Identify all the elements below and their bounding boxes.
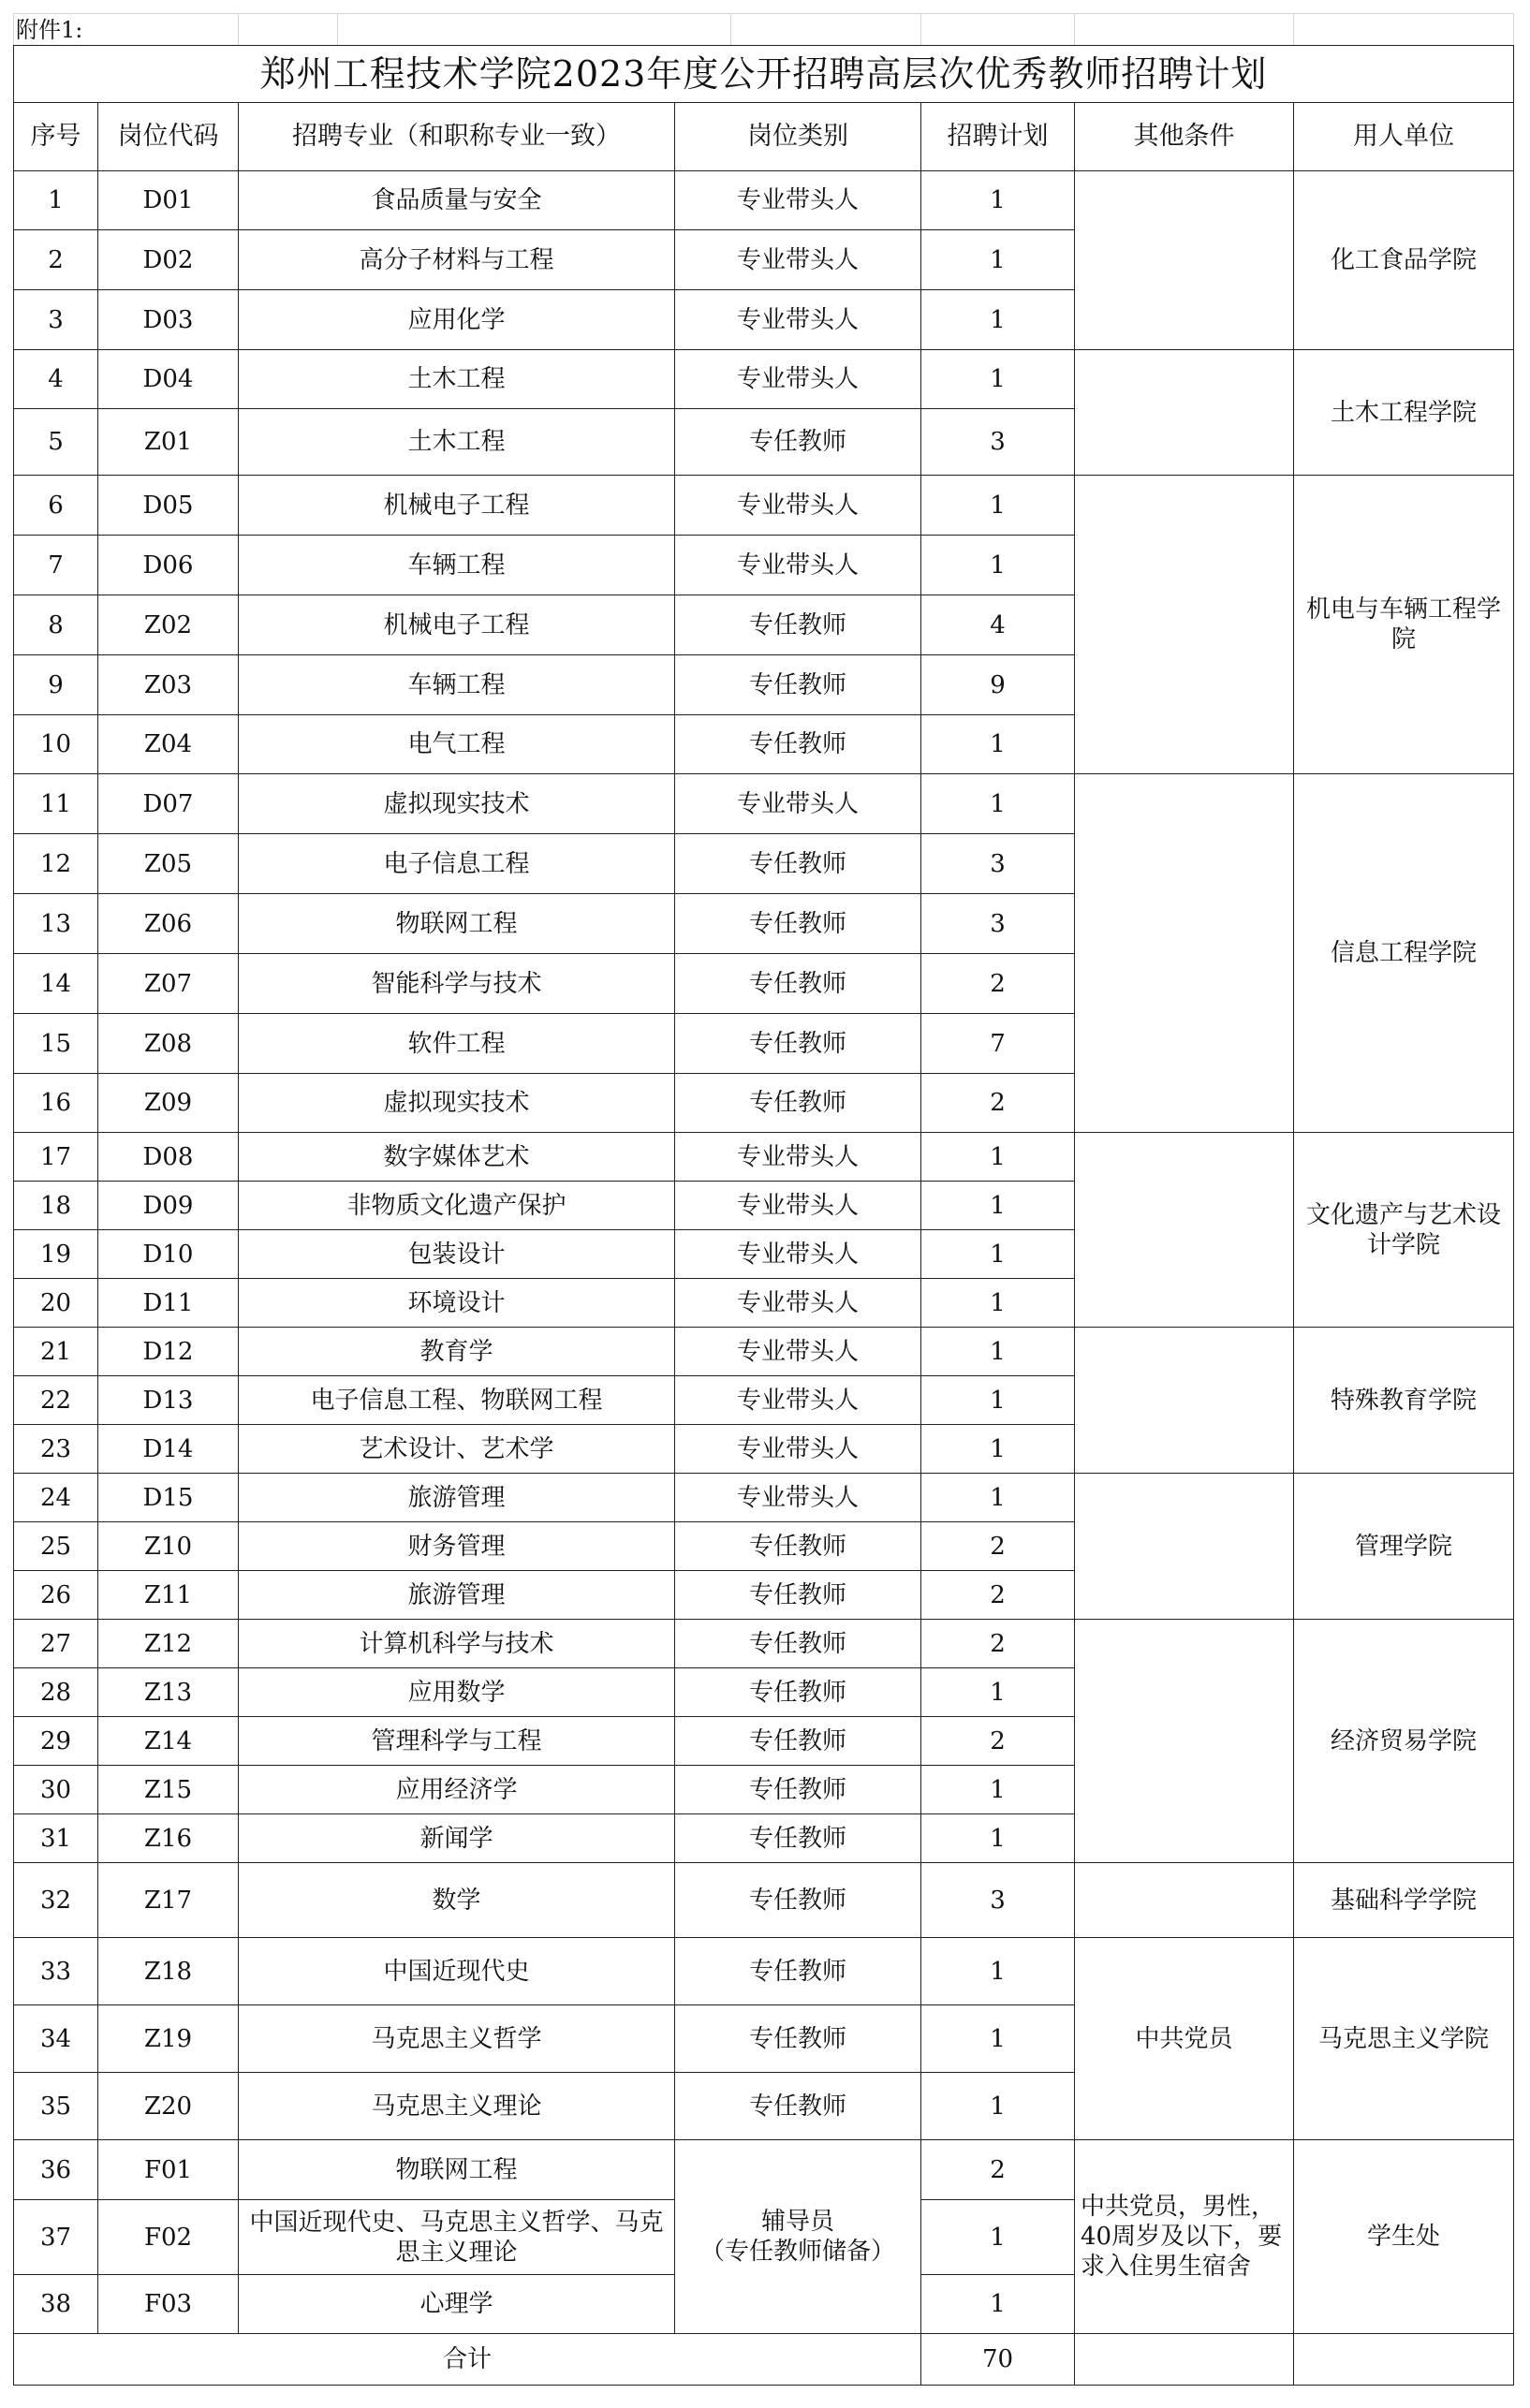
count-cell: 1 <box>921 1668 1075 1717</box>
count-cell: 2 <box>921 1522 1075 1571</box>
unit-cell: 土木工程学院 <box>1294 350 1514 476</box>
attachment-label: 附件1: <box>14 14 239 46</box>
code-cell: Z01 <box>98 409 239 476</box>
type-cell: 专任教师 <box>675 1014 921 1074</box>
count-cell: 1 <box>921 1230 1075 1279</box>
count-cell: 4 <box>921 595 1075 655</box>
type-cell: 专业带头人 <box>675 1474 921 1522</box>
code-cell: Z04 <box>98 715 239 774</box>
seq-cell: 19 <box>14 1230 98 1279</box>
total-row <box>14 2334 1514 2386</box>
type-cell: 专业带头人 <box>675 1328 921 1376</box>
type-cell: 专任教师 <box>675 1814 921 1863</box>
major-cell: 电子信息工程 <box>239 834 675 894</box>
major-cell: 旅游管理 <box>239 1571 675 1620</box>
recruitment-table <box>13 45 1514 2386</box>
type-cell: 专业带头人 <box>675 171 921 230</box>
code-cell: Z06 <box>98 894 239 954</box>
type-line-2: （专任教师储备） <box>699 2238 895 2266</box>
count-cell: 2 <box>921 1717 1075 1766</box>
type-cell: 专任教师 <box>675 1668 921 1717</box>
seq-cell: 11 <box>14 774 98 834</box>
empty-cell <box>731 14 921 46</box>
code-cell: D12 <box>98 1328 239 1376</box>
count-cell: 1 <box>921 290 1075 350</box>
conditions-cell-empty <box>1075 1620 1294 1863</box>
major-cell: 计算机科学与技术 <box>239 1620 675 1668</box>
count-cell: 1 <box>921 1376 1075 1425</box>
code-cell: D10 <box>98 1230 239 1279</box>
empty-cell <box>1294 14 1514 46</box>
seq-cell: 13 <box>14 894 98 954</box>
conditions-cell-empty <box>1075 774 1294 1133</box>
code-cell: Z19 <box>98 2005 239 2073</box>
type-cell: 专业带头人 <box>675 476 921 536</box>
major-cell: 旅游管理 <box>239 1474 675 1522</box>
code-cell: Z13 <box>98 1668 239 1717</box>
count-cell: 1 <box>921 1938 1075 2005</box>
seq-cell: 17 <box>14 1133 98 1182</box>
seq-cell: 15 <box>14 1014 98 1074</box>
type-cell-merged <box>675 2140 921 2334</box>
count-cell: 9 <box>921 655 1075 715</box>
code-cell: F01 <box>98 2140 239 2200</box>
code-cell: Z16 <box>98 1814 239 1863</box>
seq-cell: 3 <box>14 290 98 350</box>
code-cell: Z08 <box>98 1014 239 1074</box>
code-cell: D02 <box>98 230 239 290</box>
count-cell: 1 <box>921 1814 1075 1863</box>
conditions-cell: 中共党员，男性，40周岁及以下，要求入住男生宿舍 <box>1075 2140 1294 2334</box>
seq-cell: 20 <box>14 1279 98 1328</box>
header-code: 岗位代码 <box>98 103 239 171</box>
major-cell: 新闻学 <box>239 1814 675 1863</box>
code-cell: Z07 <box>98 954 239 1014</box>
conditions-cell-empty <box>1075 1328 1294 1474</box>
total-value: 70 <box>921 2334 1075 2386</box>
attachment-row <box>13 13 1514 46</box>
empty-cell <box>921 14 1075 46</box>
seq-cell: 24 <box>14 1474 98 1522</box>
type-cell: 专任教师 <box>675 1571 921 1620</box>
header-conditions: 其他条件 <box>1075 103 1294 171</box>
type-cell: 专任教师 <box>675 595 921 655</box>
code-cell: D09 <box>98 1182 239 1230</box>
type-cell: 专业带头人 <box>675 774 921 834</box>
major-cell: 包装设计 <box>239 1230 675 1279</box>
seq-cell: 7 <box>14 536 98 595</box>
seq-cell: 16 <box>14 1074 98 1133</box>
seq-cell: 31 <box>14 1814 98 1863</box>
major-cell: 财务管理 <box>239 1522 675 1571</box>
major-cell: 虚拟现实技术 <box>239 774 675 834</box>
table-row <box>14 476 1514 536</box>
count-cell: 2 <box>921 954 1075 1014</box>
major-cell: 数学 <box>239 1863 675 1938</box>
table-row <box>14 2140 1514 2200</box>
major-cell: 车辆工程 <box>239 536 675 595</box>
code-cell: Z10 <box>98 1522 239 1571</box>
code-cell: F02 <box>98 2200 239 2275</box>
code-cell: Z09 <box>98 1074 239 1133</box>
major-cell: 心理学 <box>239 2275 675 2334</box>
seq-cell: 2 <box>14 230 98 290</box>
count-cell: 1 <box>921 1425 1075 1474</box>
unit-cell: 管理学院 <box>1294 1474 1514 1620</box>
unit-cell: 机电与车辆工程学院 <box>1294 476 1514 774</box>
count-cell: 3 <box>921 834 1075 894</box>
type-cell: 专任教师 <box>675 834 921 894</box>
count-cell: 2 <box>921 2140 1075 2200</box>
code-cell: Z17 <box>98 1863 239 1938</box>
seq-cell: 26 <box>14 1571 98 1620</box>
conditions-cell-empty <box>1075 171 1294 350</box>
type-cell: 专业带头人 <box>675 230 921 290</box>
conditions-cell: 中共党员 <box>1075 1938 1294 2140</box>
count-cell: 3 <box>921 409 1075 476</box>
seq-cell: 30 <box>14 1766 98 1814</box>
empty-cell <box>1294 2334 1514 2386</box>
type-cell: 专任教师 <box>675 409 921 476</box>
major-cell: 虚拟现实技术 <box>239 1074 675 1133</box>
table-row <box>14 1474 1514 1522</box>
count-cell: 1 <box>921 536 1075 595</box>
count-cell: 1 <box>921 1766 1075 1814</box>
seq-cell: 33 <box>14 1938 98 2005</box>
seq-cell: 4 <box>14 350 98 409</box>
type-cell: 专任教师 <box>675 1074 921 1133</box>
major-cell: 物联网工程 <box>239 894 675 954</box>
type-cell: 专任教师 <box>675 894 921 954</box>
header-count: 招聘计划 <box>921 103 1075 171</box>
type-cell: 专任教师 <box>675 1522 921 1571</box>
seq-cell: 37 <box>14 2200 98 2275</box>
count-cell: 1 <box>921 715 1075 774</box>
seq-cell: 5 <box>14 409 98 476</box>
count-cell: 1 <box>921 2200 1075 2275</box>
conditions-cell-empty <box>1075 1474 1294 1620</box>
count-cell: 1 <box>921 2073 1075 2140</box>
empty-cell <box>1075 14 1294 46</box>
conditions-cell-empty <box>1075 350 1294 476</box>
table-row <box>14 1938 1514 2005</box>
conditions-cell-empty <box>1075 1133 1294 1328</box>
header-seq: 序号 <box>14 103 98 171</box>
count-cell: 2 <box>921 1074 1075 1133</box>
seq-cell: 1 <box>14 171 98 230</box>
major-cell: 数字媒体艺术 <box>239 1133 675 1182</box>
code-cell: Z03 <box>98 655 239 715</box>
seq-cell: 6 <box>14 476 98 536</box>
count-cell: 1 <box>921 1182 1075 1230</box>
type-cell: 专任教师 <box>675 655 921 715</box>
unit-cell: 信息工程学院 <box>1294 774 1514 1133</box>
header-unit: 用人单位 <box>1294 103 1514 171</box>
code-cell: Z05 <box>98 834 239 894</box>
seq-cell: 9 <box>14 655 98 715</box>
major-cell: 车辆工程 <box>239 655 675 715</box>
major-cell: 教育学 <box>239 1328 675 1376</box>
type-cell: 专业带头人 <box>675 536 921 595</box>
major-cell: 机械电子工程 <box>239 595 675 655</box>
type-cell: 专任教师 <box>675 1620 921 1668</box>
page-title: 郑州工程技术学院2023年度公开招聘高层次优秀教师招聘计划 <box>14 46 1514 103</box>
count-cell: 1 <box>921 171 1075 230</box>
count-cell: 1 <box>921 476 1075 536</box>
empty-cell <box>338 14 731 46</box>
major-cell: 环境设计 <box>239 1279 675 1328</box>
unit-cell: 马克思主义学院 <box>1294 1938 1514 2140</box>
major-cell: 食品质量与安全 <box>239 171 675 230</box>
header-type: 岗位类别 <box>675 103 921 171</box>
count-cell: 1 <box>921 350 1075 409</box>
conditions-cell-empty <box>1075 1863 1294 1938</box>
count-cell: 1 <box>921 1279 1075 1328</box>
major-cell: 智能科学与技术 <box>239 954 675 1014</box>
count-cell: 1 <box>921 774 1075 834</box>
unit-cell: 文化遗产与艺术设计学院 <box>1294 1133 1514 1328</box>
major-cell: 艺术设计、艺术学 <box>239 1425 675 1474</box>
major-cell: 应用化学 <box>239 290 675 350</box>
seq-cell: 38 <box>14 2275 98 2334</box>
unit-cell: 化工食品学院 <box>1294 171 1514 350</box>
type-cell: 专业带头人 <box>675 1279 921 1328</box>
header-major: 招聘专业（和职称专业一致） <box>239 103 675 171</box>
type-line-1: 辅导员 <box>760 2208 834 2236</box>
major-cell: 中国近现代史、马克思主义哲学、马克思主义理论 <box>239 2200 675 2275</box>
major-cell: 土木工程 <box>239 350 675 409</box>
empty-cell <box>1075 2334 1294 2386</box>
major-cell: 马克思主义理论 <box>239 2073 675 2140</box>
empty-cell <box>239 14 338 46</box>
type-cell: 专任教师 <box>675 954 921 1014</box>
count-cell: 1 <box>921 1474 1075 1522</box>
code-cell: Z14 <box>98 1717 239 1766</box>
major-cell: 土木工程 <box>239 409 675 476</box>
type-cell: 专任教师 <box>675 1938 921 2005</box>
table-row <box>14 1133 1514 1182</box>
code-cell: D14 <box>98 1425 239 1474</box>
major-cell: 软件工程 <box>239 1014 675 1074</box>
table-row <box>14 350 1514 409</box>
seq-cell: 21 <box>14 1328 98 1376</box>
type-cell: 专任教师 <box>675 1863 921 1938</box>
code-cell: D04 <box>98 350 239 409</box>
seq-cell: 36 <box>14 2140 98 2200</box>
seq-cell: 32 <box>14 1863 98 1938</box>
conditions-cell-empty <box>1075 476 1294 774</box>
major-cell: 机械电子工程 <box>239 476 675 536</box>
code-cell: Z20 <box>98 2073 239 2140</box>
type-cell: 专业带头人 <box>675 1182 921 1230</box>
seq-cell: 27 <box>14 1620 98 1668</box>
seq-cell: 28 <box>14 1668 98 1717</box>
type-cell: 专任教师 <box>675 2073 921 2140</box>
type-cell: 专业带头人 <box>675 350 921 409</box>
count-cell: 1 <box>921 2005 1075 2073</box>
seq-cell: 25 <box>14 1522 98 1571</box>
seq-cell: 35 <box>14 2073 98 2140</box>
code-cell: Z15 <box>98 1766 239 1814</box>
table-body <box>14 46 1514 2386</box>
code-cell: D11 <box>98 1279 239 1328</box>
type-cell: 专业带头人 <box>675 1133 921 1182</box>
seq-cell: 22 <box>14 1376 98 1425</box>
major-cell: 应用数学 <box>239 1668 675 1717</box>
unit-cell: 基础科学学院 <box>1294 1863 1514 1938</box>
seq-cell: 10 <box>14 715 98 774</box>
count-cell: 1 <box>921 230 1075 290</box>
major-cell: 管理科学与工程 <box>239 1717 675 1766</box>
seq-cell: 12 <box>14 834 98 894</box>
unit-cell: 经济贸易学院 <box>1294 1620 1514 1863</box>
type-cell: 专业带头人 <box>675 1376 921 1425</box>
major-cell: 电子信息工程、物联网工程 <box>239 1376 675 1425</box>
major-cell: 物联网工程 <box>239 2140 675 2200</box>
table-row <box>14 171 1514 230</box>
count-cell: 2 <box>921 1571 1075 1620</box>
code-cell: D07 <box>98 774 239 834</box>
major-cell: 中国近现代史 <box>239 1938 675 2005</box>
code-cell: D01 <box>98 171 239 230</box>
seq-cell: 23 <box>14 1425 98 1474</box>
type-cell: 专任教师 <box>675 1766 921 1814</box>
table-row <box>14 1620 1514 1668</box>
code-cell: D03 <box>98 290 239 350</box>
type-cell: 专业带头人 <box>675 1230 921 1279</box>
count-cell: 1 <box>921 1133 1075 1182</box>
code-cell: D08 <box>98 1133 239 1182</box>
code-cell: D15 <box>98 1474 239 1522</box>
seq-cell: 34 <box>14 2005 98 2073</box>
major-cell: 电气工程 <box>239 715 675 774</box>
count-cell: 3 <box>921 1863 1075 1938</box>
code-cell: D13 <box>98 1376 239 1425</box>
table-row <box>14 1863 1514 1938</box>
unit-cell: 特殊教育学院 <box>1294 1328 1514 1474</box>
code-cell: D05 <box>98 476 239 536</box>
table-row <box>14 1328 1514 1376</box>
seq-cell: 18 <box>14 1182 98 1230</box>
code-cell: D06 <box>98 536 239 595</box>
table-row <box>14 774 1514 834</box>
code-cell: Z02 <box>98 595 239 655</box>
code-cell: Z11 <box>98 1571 239 1620</box>
major-cell: 非物质文化遗产保护 <box>239 1182 675 1230</box>
count-cell: 1 <box>921 1328 1075 1376</box>
major-cell: 马克思主义哲学 <box>239 2005 675 2073</box>
count-cell: 1 <box>921 2275 1075 2334</box>
type-cell: 专业带头人 <box>675 290 921 350</box>
seq-cell: 8 <box>14 595 98 655</box>
major-cell: 高分子材料与工程 <box>239 230 675 290</box>
seq-cell: 29 <box>14 1717 98 1766</box>
count-cell: 3 <box>921 894 1075 954</box>
type-cell: 专任教师 <box>675 715 921 774</box>
code-cell: Z12 <box>98 1620 239 1668</box>
code-cell: Z18 <box>98 1938 239 2005</box>
count-cell: 2 <box>921 1620 1075 1668</box>
header-row <box>14 103 1514 171</box>
code-cell: F03 <box>98 2275 239 2334</box>
unit-cell: 学生处 <box>1294 2140 1514 2334</box>
total-label: 合计 <box>14 2334 921 2386</box>
type-cell: 专任教师 <box>675 2005 921 2073</box>
count-cell: 7 <box>921 1014 1075 1074</box>
major-cell: 应用经济学 <box>239 1766 675 1814</box>
type-cell: 专任教师 <box>675 1717 921 1766</box>
type-cell: 专业带头人 <box>675 1425 921 1474</box>
seq-cell: 14 <box>14 954 98 1014</box>
